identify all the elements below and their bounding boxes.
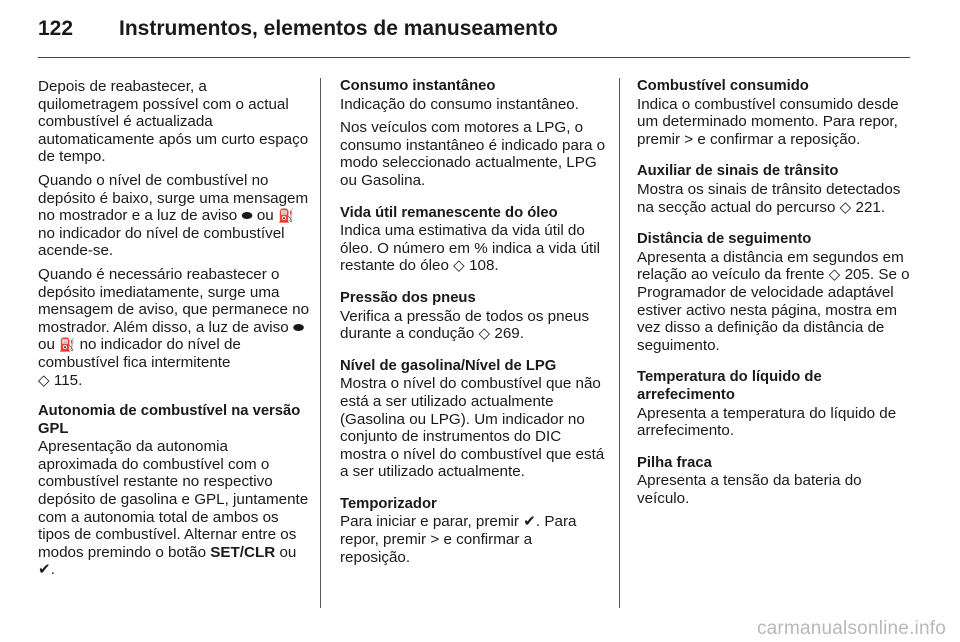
fuel-blob-icon: ⬬ xyxy=(241,208,253,224)
paragraph: Mostra o nível do combustível que não está a ser utilizado actualmente (Gasolina ou LPG). Um indicador no conjunto de instrumentos do DIC mostra o nível do combustível que está a ser utilizado actualmente. xyxy=(340,375,605,481)
section xyxy=(340,496,606,566)
paragraph: Apresentação da autonomia aproximada do combustível com o combustível restante no respectivo depósito de gasolina e GPL, juntamente com a autonomia total de ambos os tipos de combustível. Alternar entre os modos premindo o botão SET/CLR ou ✔. xyxy=(38,438,309,579)
page-number: 122 xyxy=(38,17,74,40)
section-heading: Nível de gasolina/Nível de LPG xyxy=(340,357,557,374)
page-reference: ◇ 205. xyxy=(828,266,875,284)
paragraph: Apresenta a temperatura do líquido de arrefecimento. xyxy=(637,404,897,440)
checkmark-icon: ✔ xyxy=(523,513,536,531)
fuel-blob-icon: ⬬ xyxy=(292,319,305,335)
paragraph: Depois de reabastecer, a quilometragem possível com o actual combustível é actualizada automaticamente após um curto espaço de tempo. xyxy=(38,78,309,166)
column-divider xyxy=(619,78,620,608)
column-1 xyxy=(38,78,310,594)
section-heading: Combustível consumido xyxy=(637,78,809,94)
page-header xyxy=(38,17,910,58)
section-heading: Temperatura do líquido de arrefecimento xyxy=(637,369,822,403)
page-reference: ◇ 115. xyxy=(38,371,83,389)
fuel-pump-icon: ⛽ xyxy=(277,208,295,224)
section xyxy=(340,290,606,343)
chevron-right-icon: > xyxy=(684,130,694,148)
paragraph: Mostra os sinais de trânsito detectados na secção actual do percurso ◇ 221. xyxy=(637,180,901,216)
paragraph: Para iniciar e parar, premir ✔. Para repor, premir > e confirmar a reposição. xyxy=(340,513,577,566)
paragraph: Indica o combustível consumido desde um determinado momento. Para repor, premir > e confirmar a reposição. xyxy=(637,95,899,148)
section xyxy=(637,163,911,216)
section xyxy=(637,231,911,354)
page-reference: ◇ 221. xyxy=(839,198,886,216)
section xyxy=(637,78,911,148)
paragraph: Apresenta a tensão da bateria do veículo. xyxy=(637,472,862,507)
section-heading: Vida útil remanescente do óleo xyxy=(340,204,558,221)
page-reference: ◇ 269. xyxy=(478,325,524,343)
section xyxy=(637,369,911,439)
section xyxy=(637,455,911,508)
column-3 xyxy=(637,78,911,522)
section-heading: Auxiliar de sinais de trânsito xyxy=(637,163,839,180)
chevron-right-icon: > xyxy=(430,531,440,549)
paragraph: Quando o nível de combustível no depósito é baixo, surge uma mensagem no mostrador e a luz de aviso ⬬ ou ⛽ no indicador do nível de combustível acende-se. xyxy=(38,171,309,260)
section-heading: Pressão dos pneus xyxy=(340,289,476,306)
section xyxy=(340,78,606,190)
paragraph: Nos veículos com motores a LPG, o consumo instantâneo é indicado para o modo seleccionado actualmente, LPG ou Gasolina. xyxy=(340,119,606,189)
section xyxy=(340,358,606,481)
page-title: Instrumentos, elementos de manuseamento xyxy=(119,17,558,40)
section-heading: Consumo instantâneo xyxy=(340,78,496,94)
section-heading: Autonomia de combustível na versão GPL xyxy=(38,403,301,437)
paragraph: Quando é necessário reabastecer o depósito imediatamente, surge uma mensagem de aviso, que permanece no mostrador. Além disso, a luz de aviso ⬬ ou ⛽ no indicador do nível de combustível fica intermitente ◇ 115. xyxy=(38,265,310,389)
checkmark-icon: ✔ xyxy=(38,561,51,579)
column-2 xyxy=(340,78,606,581)
section-heading: Pilha fraca xyxy=(637,454,712,471)
paragraph: Apresenta a distância em segundos em relação ao veículo da frente ◇ 205. Se o Programador de velocidade adaptável estiver activo nesta página, mostra em vez disso a definição da distância de seguimento. xyxy=(637,248,910,354)
page-reference: ◇ 108. xyxy=(453,257,499,275)
section xyxy=(38,403,310,579)
section-heading: Distância de seguimento xyxy=(637,231,812,248)
fuel-pump-icon: ⛽ xyxy=(59,337,76,353)
section xyxy=(340,205,606,275)
watermark: carmanualsonline.info xyxy=(756,618,946,639)
paragraph: Indica uma estimativa da vida útil do óleo. O número em % indica a vida útil restante do óleo ◇ 108. xyxy=(340,222,601,275)
paragraph: Indicação do consumo instantâneo. xyxy=(340,95,579,113)
button-name: SET/CLR xyxy=(210,543,276,561)
paragraph: Verifica a pressão de todos os pneus durante a condução ◇ 269. xyxy=(340,307,590,343)
column-divider xyxy=(320,78,321,608)
section-heading: Temporizador xyxy=(340,495,437,512)
